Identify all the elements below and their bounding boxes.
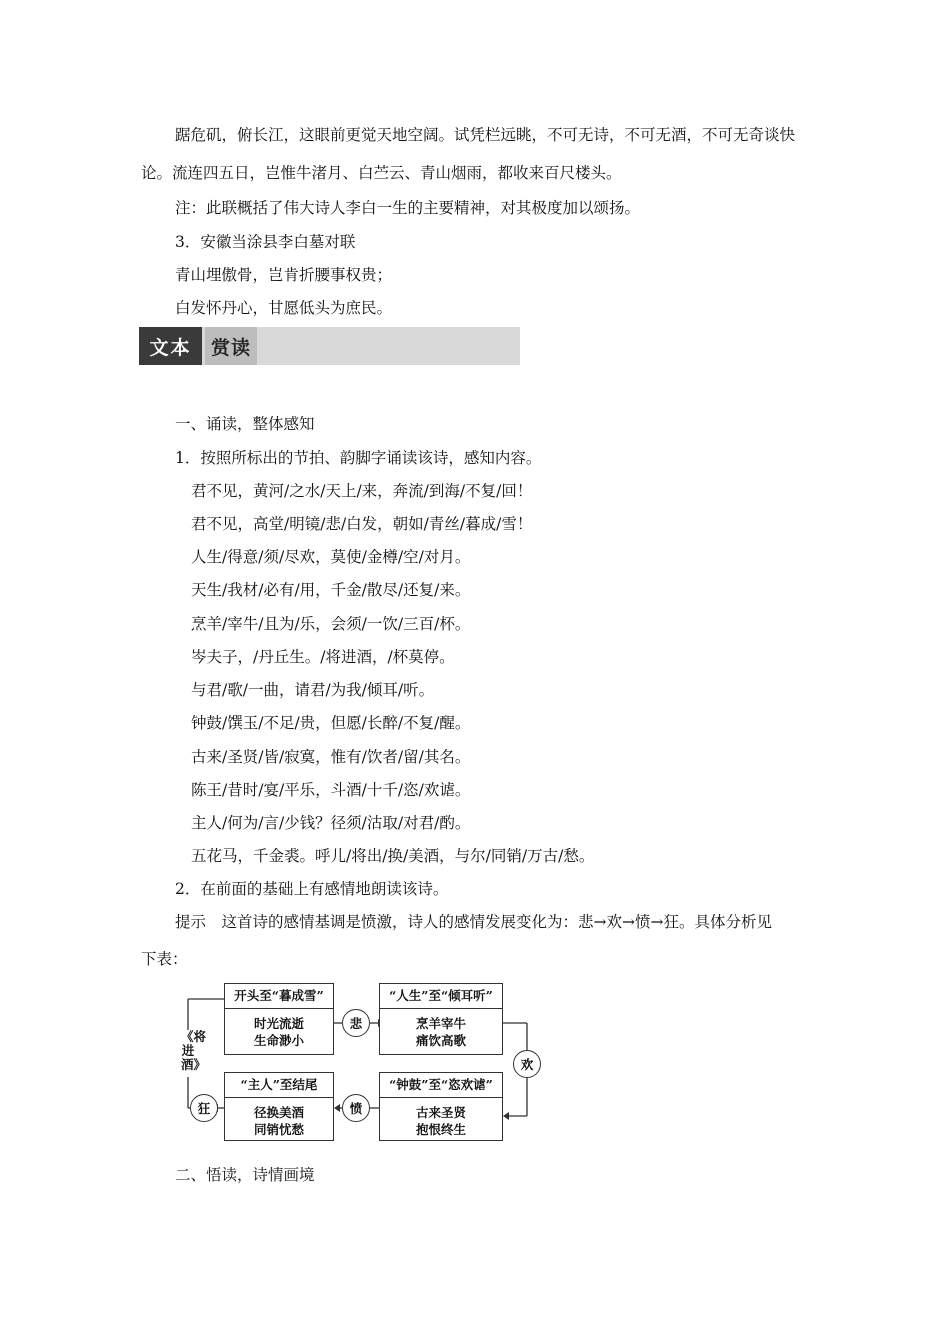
hint-text: 提示 这首诗的感情基调是愤激，诗人的感情发展变化为：悲→欢→愤→狂。具体分析见 <box>175 913 772 931</box>
flow-box-line: 生命渺小 <box>253 1033 304 1048</box>
emotion-node-anger: 愤 <box>342 1094 370 1122</box>
verse-line: 古来/圣贤/皆/寂寞，惟有/饮者/留/其名。 <box>191 748 471 766</box>
flow-box-head: “主人”至结尾 <box>225 1073 333 1098</box>
flow-box-line: 同销忧愁 <box>253 1122 304 1137</box>
couplet-line: 白发怀丹心，甘愿低头为庶民。 <box>175 299 393 317</box>
emotion-node-joy: 欢 <box>513 1050 541 1078</box>
banner-label-left: 文本 <box>139 327 202 365</box>
flow-box-line: 痛饮高歌 <box>415 1033 466 1048</box>
hint-text: 下表： <box>141 950 188 968</box>
verse-line: 与君/歌/一曲，请君/为我/倾耳/听。 <box>191 681 435 699</box>
verse-line: 君不见，黄河/之水/天上/来，奔流/到海/不复/回！ <box>191 482 533 500</box>
section-heading: 一、诵读，整体感知 <box>175 415 315 433</box>
flow-box-line: 径换美酒 <box>253 1105 304 1120</box>
emotion-flow-diagram <box>160 977 560 1147</box>
flow-box-zhonggu <box>379 1072 503 1141</box>
flow-box-head: “人生”至“倾耳听” <box>380 984 502 1009</box>
note-text: 注：此联概括了伟大诗人李白一生的主要精神，对其极度加以颂扬。 <box>175 199 641 217</box>
section-heading: 二、悟读，诗情画境 <box>175 1166 315 1184</box>
item-title: 3．安徽当涂县李白墓对联 <box>175 233 356 251</box>
flow-box-zhuren <box>224 1072 334 1141</box>
verse-line: 烹羊/宰牛/且为/乐，会须/一饮/三百/杯。 <box>191 615 471 633</box>
flow-box-head: “钟鼓”至“恣欢谑” <box>380 1073 502 1098</box>
verse-line: 人生/得意/须/尽欢，莫使/金樽/空/对月。 <box>191 548 471 566</box>
banner-label-right: 赏读 <box>205 327 257 365</box>
verse-line: 天生/我材/必有/用，千金/散尽/还复/来。 <box>191 581 471 599</box>
poem-title-vertical: 《将进酒》 <box>181 1029 207 1072</box>
verse-line: 陈王/昔时/宴/平乐，斗酒/十千/恣/欢谑。 <box>191 781 471 799</box>
flow-box-rensheng <box>379 983 503 1055</box>
couplet-line: 论。流连四五日，岂惟牛渚月、白苎云、青山烟雨，都收来百尺楼头。 <box>141 164 622 182</box>
emotion-node-mad: 狂 <box>190 1094 218 1122</box>
flow-box-line: 抱恨终生 <box>415 1122 466 1137</box>
verse-line: 主人/何为/言/少钱？径须/沽取/对君/酌。 <box>191 814 471 832</box>
couplet-line: 青山埋傲骨，岂肯折腰事权贵； <box>175 266 393 284</box>
verse-line: 钟鼓/馔玉/不足/贵，但愿/长醉/不复/醒。 <box>191 714 471 732</box>
verse-line: 五花马，千金裘。呼儿/将出/换/美酒，与尔/同销/万古/愁。 <box>191 847 595 865</box>
flow-box-head: 开头至“暮成雪” <box>225 984 333 1009</box>
flow-box-opening <box>224 983 334 1055</box>
couplet-line: 踞危矶，俯长江，这眼前更觉天地空阔。试凭栏远眺，不可无诗，不可无酒，不可无奇谈快 <box>175 126 796 144</box>
flow-box-line: 古来圣贤 <box>415 1105 466 1120</box>
step-text: 1．按照所标出的节拍、韵脚字诵读该诗，感知内容。 <box>175 449 542 467</box>
flow-box-line: 时光流逝 <box>253 1016 304 1031</box>
verse-line: 君不见，高堂/明镜/悲/白发，朝如/青丝/暮成/雪！ <box>191 515 533 533</box>
step-text: 2．在前面的基础上有感情地朗读该诗。 <box>175 880 449 898</box>
verse-line: 岑夫子，/丹丘生。/将进酒，/杯莫停。 <box>191 648 455 666</box>
flow-box-line: 烹羊宰牛 <box>415 1016 466 1031</box>
emotion-node-sad: 悲 <box>342 1009 370 1037</box>
section-banner <box>139 327 520 365</box>
